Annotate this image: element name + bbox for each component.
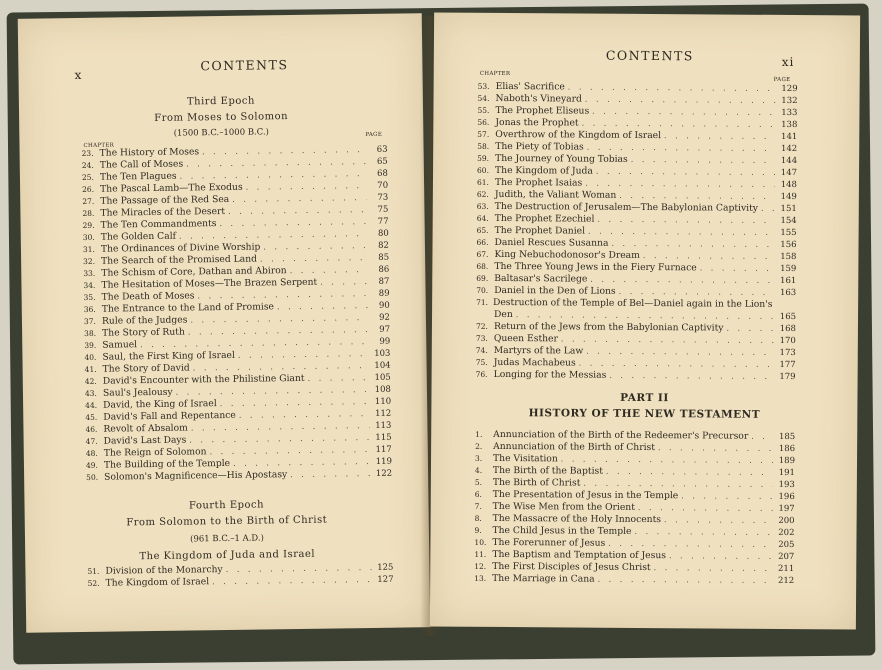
chapter-title: Return of the Jews from the Babylonian Captivity: [493, 320, 724, 334]
chapter-number: 68.: [476, 261, 489, 271]
toc-list: [476, 81, 798, 383]
chapter-number: 4.: [474, 465, 483, 475]
toc-list-2: [474, 429, 795, 587]
chapter-number: 62.: [476, 189, 489, 199]
chapter-number: 57.: [477, 129, 490, 139]
page-ref: 211: [778, 563, 795, 575]
page-ref: 173: [779, 347, 796, 359]
chapter-title: Longing for the Messias: [493, 368, 607, 381]
page-ref: 68: [377, 168, 389, 179]
chapter-number: 74.: [475, 345, 488, 355]
chapter-number: 39.: [84, 340, 97, 350]
chapter-title: Saul, the First King of Israel: [102, 349, 235, 363]
chapter-title: The Baptism and Temptation of Jesus: [492, 548, 667, 562]
chapter-number: 24.: [81, 160, 94, 170]
page-ref: 80: [377, 228, 389, 239]
chapter-number: 35.: [83, 292, 96, 302]
chapter-title: Den: [494, 308, 513, 321]
chapter-title: The Presentation of Jesus in the Temple: [492, 488, 679, 502]
chapter-number: 72.: [475, 321, 488, 331]
chapter-number: 7.: [474, 501, 482, 511]
chapter-title: The Kingdom of Juda: [495, 164, 593, 177]
page-ref: 202: [778, 527, 795, 539]
chapter-number: 51.: [87, 566, 100, 576]
chapter-number: 38.: [84, 328, 97, 338]
chapter-title: The Massacre of the Holy Innocents: [492, 512, 662, 526]
toc-list-2: [87, 562, 393, 590]
page-ref: 193: [778, 479, 795, 491]
chapter-number: 56.: [477, 117, 490, 127]
chapter-title: Martyrs of the Law: [493, 344, 584, 357]
chapter-title: Elias' Sacrifice: [495, 80, 565, 93]
page-ref: 125: [377, 562, 394, 573]
chapter-title: Saul's Jealousy: [102, 386, 173, 399]
page-ref: 86: [378, 264, 390, 275]
chapter-title: The History of Moses: [99, 146, 200, 159]
chapter-title: The Kingdom of Israel: [105, 576, 210, 589]
page-ref: 85: [378, 252, 390, 263]
chapter-title: The Story of Ruth: [102, 326, 185, 339]
chapter-number: 31.: [82, 244, 95, 254]
chapter-number: 59.: [477, 153, 490, 163]
chapter-number: 37.: [83, 316, 96, 326]
chapter-number: 10.: [474, 537, 487, 547]
chapter-number: 63.: [476, 201, 489, 211]
page-ref: 158: [780, 251, 797, 263]
page-ref: 108: [374, 384, 392, 395]
chapter-number: 28.: [82, 208, 95, 218]
chapter-title: Overthrow of the Kingdom of Israel: [495, 128, 662, 142]
chapter-number: 33.: [83, 268, 96, 278]
chapter-title: The Birth of the Baptist: [492, 464, 603, 477]
chapter-title: Judas Machabeus: [493, 356, 576, 369]
toc-entry: [476, 369, 796, 383]
chapter-title: David's Fall and Repentance: [103, 409, 236, 423]
page-ref: 119: [375, 456, 393, 467]
dot-leader: [320, 276, 367, 289]
page-ref: 99: [379, 336, 391, 347]
page-ref: 97: [379, 324, 391, 335]
chapter-title: David's Last Days: [103, 434, 187, 447]
chapter-number: 42.: [84, 376, 97, 386]
chapter-number: 55.: [477, 105, 490, 115]
page-ref: 115: [375, 432, 392, 443]
page-ref: 200: [778, 515, 795, 527]
chapter-number: 27.: [82, 196, 95, 206]
chapter-number: 64.: [476, 213, 489, 223]
page-ref: 75: [377, 204, 389, 215]
dot-leader: [619, 286, 775, 299]
page-number: x: [74, 67, 83, 83]
page-ref: 186: [778, 443, 796, 455]
page-ref: 65: [376, 156, 388, 167]
section2-date-range: (961 B.C.–1 A.D.): [190, 533, 264, 545]
chapter-title: The Passage of the Red Sea: [100, 193, 230, 207]
dot-leader: [290, 264, 368, 277]
chapter-title: Daniel in the Den of Lions: [494, 284, 616, 297]
chapter-title: The Prophet Eliseus: [495, 104, 590, 117]
toc-entry: [474, 573, 794, 587]
toc-list: [82, 144, 393, 484]
page-ref: 154: [780, 215, 797, 227]
chapter-title: The Call of Moses: [99, 158, 184, 171]
dot-leader: [619, 190, 775, 203]
chapter-number: 12.: [474, 561, 487, 571]
page-ref: 92: [379, 312, 391, 323]
page-ref: 73: [377, 192, 389, 203]
chapter-number: 70.: [476, 285, 489, 295]
page-ref: 87: [378, 276, 390, 287]
chapter-title: The Destruction of Jerusalem—The Babylonian Captivity: [494, 200, 759, 214]
page-ref: 132: [781, 95, 798, 107]
page-ref: 77: [377, 216, 389, 227]
page-ref: 133: [781, 107, 798, 119]
section2-subheading: From Solomon to the Birth of Christ: [126, 514, 328, 529]
page-ref: 122: [375, 468, 393, 479]
page-ref: 197: [778, 503, 795, 515]
running-head: CONTENTS: [200, 57, 289, 74]
page-ref: 155: [780, 227, 797, 239]
chapter-title: David's Encounter with the Philistine Giant: [102, 372, 305, 387]
page-ref: 63: [376, 144, 388, 155]
page-ref: 170: [779, 335, 796, 347]
page-ref: 103: [374, 348, 391, 359]
chapter-title: The Ten Plagues: [99, 170, 177, 183]
chapter-number: 9.: [474, 525, 482, 535]
page-ref: 82: [378, 240, 390, 251]
page-ref: 147: [780, 167, 798, 179]
page-ref: 163: [779, 287, 797, 299]
left-page: [18, 13, 431, 633]
chapter-title: The Forerunner of Jesus: [492, 536, 606, 549]
dot-leader: [643, 250, 775, 263]
chapter-title: Judith, the Valiant Woman: [494, 188, 617, 201]
chapter-number: 67.: [476, 249, 489, 259]
page-ref: 138: [781, 119, 798, 131]
chapter-number: 49.: [85, 460, 98, 470]
dot-leader: [598, 574, 773, 587]
chapter-number: 61.: [476, 177, 489, 187]
chapter-title: The First Disciples of Jesus Christ: [492, 560, 651, 574]
chapter-number: 60.: [477, 165, 490, 175]
dot-leader: [654, 562, 773, 575]
column-header-page: PAGE: [773, 76, 791, 84]
page-ref: 212: [777, 575, 795, 587]
page-ref: 112: [374, 408, 392, 419]
chapter-number: 45.: [85, 412, 98, 422]
dot-leader: [681, 490, 773, 503]
chapter-title: King Nebuchodonosor's Dream: [494, 248, 640, 261]
chapter-number: 30.: [82, 232, 95, 242]
chapter-title: The Reign of Solomon: [103, 446, 207, 459]
chapter-number: 58.: [477, 141, 490, 151]
chapter-number: 69.: [476, 273, 489, 283]
chapter-title: The Marriage in Cana: [492, 572, 595, 585]
section2-subsubheading: The Kingdom of Juda and Israel: [139, 548, 316, 563]
chapter-number: 71.: [476, 297, 489, 307]
chapter-title: The Three Young Jews in the Fiery Furnace: [494, 260, 697, 274]
dot-leader: [308, 372, 369, 385]
chapter-title: Annunciation of the Birth of Christ: [493, 440, 655, 454]
chapter-title: David, the King of Israel: [103, 398, 217, 411]
dot-leader: [290, 468, 370, 481]
chapter-title: The Wise Men from the Orient: [492, 500, 635, 513]
chapter-title: Destruction of the Temple of Bel—Daniel again in the Lion's: [492, 296, 773, 310]
chapter-number: 48.: [85, 448, 98, 458]
chapter-number: 46.: [85, 424, 98, 434]
chapter-title: The Child Jesus in the Temple: [492, 524, 632, 537]
chapter-title: The Journey of Young Tobias: [495, 152, 628, 165]
chapter-number: 54.: [477, 93, 490, 103]
chapter-number: 41.: [84, 364, 97, 374]
chapter-number: 11.: [474, 549, 487, 559]
dot-leader: [638, 502, 773, 515]
dot-leader: [751, 431, 773, 443]
chapter-number: 29.: [82, 220, 95, 230]
dot-leader: [611, 238, 774, 251]
chapter-number: 3.: [475, 453, 483, 463]
chapter-title: Rule of the Judges: [101, 314, 188, 327]
page-ref: 151: [780, 203, 797, 215]
page-ref: 70: [377, 180, 389, 191]
chapter-title: Solomon's Magnificence—His Apostasy: [104, 469, 288, 483]
chapter-title: Queen Esther: [493, 332, 558, 345]
page-ref: 179: [779, 371, 796, 383]
part-title: HISTORY OF THE NEW TESTAMENT: [528, 407, 761, 421]
chapter-title: The Pascal Lamb—The Exodus: [100, 181, 243, 195]
chapter-title: The Building of the Temple: [103, 457, 231, 471]
column-header-page: PAGE: [365, 131, 383, 139]
chapter-number: 25.: [81, 172, 94, 182]
chapter-title: The Entrance to the Land of Promise: [101, 301, 275, 315]
chapter-number: 66.: [476, 237, 489, 247]
chapter-title: The Ordinances of Divine Worship: [100, 241, 261, 255]
chapter-title: The Miracles of the Desert: [100, 205, 226, 219]
chapter-number: 76.: [475, 369, 488, 379]
chapter-title: Annunciation of the Birth of the Redeemer's Precursor: [493, 428, 749, 442]
page-ref: 149: [780, 191, 797, 203]
chapter-title: The Prophet Daniel: [494, 224, 586, 237]
page-ref: 141: [781, 131, 798, 143]
section-heading: Third Epoch: [186, 95, 255, 108]
chapter-number: 52.: [87, 578, 100, 588]
chapter-title: The Birth of Christ: [492, 476, 581, 489]
chapter-number: 47.: [85, 436, 98, 446]
page-ref: 117: [375, 444, 392, 455]
chapter-title: Samuel: [102, 339, 138, 351]
chapter-number: 2.: [475, 441, 483, 451]
dot-leader: [631, 154, 775, 167]
dot-leader: [658, 442, 773, 455]
chapter-title: The Schism of Core, Dathan and Abiron: [101, 265, 287, 279]
chapter-title: The Death of Moses: [101, 290, 195, 303]
chapter-title: The Prophet Ezechiel: [494, 212, 595, 225]
page-number: xi: [781, 54, 795, 70]
chapter-title: The Piety of Tobias: [495, 140, 584, 153]
chapter-number: 13.: [474, 573, 487, 583]
right-page: [430, 13, 860, 630]
page-ref: 113: [375, 420, 392, 431]
part-heading: PART II: [620, 391, 669, 405]
page-ref: 161: [780, 275, 797, 287]
chapter-title: Jonas the Prophet: [495, 116, 579, 129]
chapter-number: 26.: [82, 184, 95, 194]
running-head: CONTENTS: [605, 47, 694, 64]
dot-leader: [669, 550, 772, 563]
chapter-title: The Visitation: [492, 452, 558, 465]
chapter-number: 40.: [84, 352, 97, 362]
column-header-chapter: CHAPTER: [479, 70, 511, 78]
chapter-number: 65.: [476, 225, 489, 235]
dot-leader: [761, 203, 775, 215]
page-ref: 142: [780, 143, 798, 155]
page-ref: 168: [779, 323, 796, 335]
dot-leader: [609, 370, 773, 383]
section-subheading: From Moses to Solomon: [154, 111, 289, 124]
chapter-number: 8.: [474, 513, 482, 523]
chapter-title: The Prophet Isaias: [494, 176, 583, 189]
page-ref: 205: [778, 539, 795, 551]
chapter-number: 50.: [86, 472, 99, 482]
chapter-number: 36.: [83, 304, 96, 314]
chapter-number: 75.: [475, 357, 488, 367]
chapter-title: The Golden Calf: [100, 230, 177, 243]
chapter-title: The Story of David: [102, 362, 190, 375]
page-ref: 129: [781, 83, 798, 95]
chapter-number: 43.: [84, 388, 97, 398]
page-ref: 191: [778, 467, 795, 479]
page-ref: 105: [374, 372, 391, 383]
chapter-title: Division of the Monarchy: [105, 564, 223, 577]
chapter-title: The Search of the Promised Land: [101, 253, 258, 267]
dot-leader: [664, 514, 773, 527]
page-ref: 207: [778, 551, 795, 563]
page-ref: 196: [778, 491, 795, 503]
page-ref: 144: [780, 155, 798, 167]
chapter-title: The Ten Commandments: [100, 218, 217, 231]
page-ref: 156: [780, 239, 797, 251]
page-ref: 159: [780, 263, 797, 275]
dot-leader: [634, 526, 772, 539]
chapter-title: Revolt of Absalom: [103, 422, 188, 435]
chapter-title: Baltasar's Sacrilege: [494, 272, 588, 285]
chapter-title: Daniel Rescues Susanna: [494, 236, 609, 249]
page-ref: 148: [780, 179, 797, 191]
page-ref: 185: [778, 431, 796, 443]
page-ref: 165: [779, 311, 797, 323]
page-ref: 127: [377, 574, 394, 585]
page-ref: 89: [378, 288, 390, 299]
dot-leader: [212, 574, 372, 588]
column-header-chapter: CHAPTER: [83, 142, 115, 149]
page-ref: 90: [378, 300, 390, 311]
date-range: (1500 B.C.–1000 B.C.): [173, 127, 270, 139]
dot-leader: [726, 323, 774, 335]
chapter-title: Naboth's Vineyard: [495, 92, 582, 105]
chapter-number: 44.: [85, 400, 98, 410]
page-ref: 177: [779, 359, 796, 371]
chapter-number: 53.: [477, 81, 490, 91]
page-ref: 189: [778, 455, 796, 467]
chapter-number: 23.: [81, 148, 94, 158]
chapter-number: 1.: [475, 429, 483, 439]
chapter-number: 6.: [474, 489, 482, 499]
chapter-number: 5.: [474, 477, 483, 487]
dot-leader: [700, 262, 775, 275]
chapter-number: 34.: [83, 280, 96, 290]
page-ref: 104: [374, 360, 391, 371]
page-ref: 110: [374, 396, 392, 407]
dot-leader: [664, 130, 775, 143]
chapter-number: 73.: [475, 333, 488, 343]
section2-heading: Fourth Epoch: [188, 499, 265, 512]
chapter-title: The Hesitation of Moses—The Brazen Serpent: [101, 276, 318, 291]
chapter-number: 32.: [83, 256, 96, 266]
